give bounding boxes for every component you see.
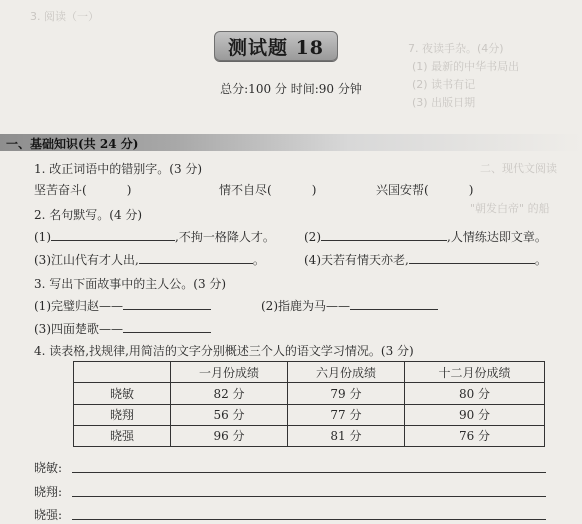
answer-line-2[interactable] bbox=[72, 496, 546, 497]
q1-item-2: 情不自尽( ) bbox=[219, 183, 317, 197]
q3-item-3-blank[interactable] bbox=[123, 321, 211, 333]
answer-label-3: 晓强: bbox=[34, 508, 63, 522]
section-heading-bar bbox=[0, 134, 582, 151]
bleed-through-text: (2) 读书有记 bbox=[412, 78, 476, 91]
bleed-through-text: 7. 夜读手杂。(4分) bbox=[408, 42, 504, 55]
q2-item-1-blank[interactable] bbox=[51, 229, 175, 241]
question-1-prompt: 1. 改正词语中的错别字。(3 分) bbox=[34, 162, 203, 176]
table-cell: 76 分 bbox=[404, 425, 544, 446]
q3-item-1: (1)完璧归赵—— bbox=[34, 297, 211, 314]
table-row bbox=[74, 383, 545, 404]
table-row bbox=[74, 425, 545, 446]
q3-item-1-blank[interactable] bbox=[123, 298, 211, 310]
q2-item-4: (4)天若有情天亦老, 。 bbox=[304, 253, 547, 267]
bleed-through-text: 二、现代文阅读 bbox=[480, 162, 557, 175]
table-cell: 77 分 bbox=[287, 404, 404, 425]
table-cell: 81 分 bbox=[287, 425, 404, 446]
q3-item-2-blank[interactable] bbox=[350, 298, 438, 310]
table-header-cell: 六月份成绩 bbox=[287, 362, 404, 383]
question-3-prompt: 3. 写出下面故事中的主人公。(3 分) bbox=[34, 277, 227, 291]
answer-label-2: 晓翔: bbox=[34, 485, 63, 499]
bleed-through-text: "朝发白帝" 的船 bbox=[470, 202, 550, 215]
table-cell: 79 分 bbox=[287, 383, 404, 404]
q2-item-2-blank[interactable] bbox=[321, 229, 447, 241]
answer-line-1[interactable] bbox=[72, 472, 546, 473]
q2-item-3-blank[interactable] bbox=[139, 252, 253, 264]
q1-item-3: 兴国安帮( ) bbox=[376, 183, 474, 197]
table-cell-name: 晓强 bbox=[74, 425, 171, 446]
bleed-through-text: (3) 出版日期 bbox=[412, 96, 476, 109]
q2-item-1: (1) ,不拘一格降人才。 bbox=[34, 230, 275, 244]
q3-item-3: (3)四面楚歌—— bbox=[34, 320, 211, 337]
exam-title-box bbox=[214, 31, 338, 61]
table-cell: 82 分 bbox=[171, 383, 288, 404]
q2-item-2: (2) ,人情练达即文章。 bbox=[304, 230, 547, 244]
table-header-row bbox=[74, 362, 545, 383]
table-header-cell: 一月份成绩 bbox=[171, 362, 288, 383]
scores-table bbox=[73, 361, 545, 447]
table-cell-name: 晓敏 bbox=[74, 383, 171, 404]
question-2-prompt: 2. 名句默写。(4 分) bbox=[34, 208, 143, 222]
table-cell: 90 分 bbox=[404, 404, 544, 425]
table-cell: 96 分 bbox=[171, 425, 288, 446]
table-cell: 80 分 bbox=[404, 383, 544, 404]
bleed-through-text: 3. 阅读（一） bbox=[30, 10, 99, 23]
q2-item-4-blank[interactable] bbox=[409, 252, 535, 264]
answer-label-1: 晓敏: bbox=[34, 461, 63, 475]
table-row bbox=[74, 404, 545, 425]
exam-title: 测试题 18 bbox=[227, 36, 325, 59]
q2-item-3: (3)江山代有才人出, 。 bbox=[34, 253, 265, 267]
section-heading: 一、基础知识(共 24 分) bbox=[6, 137, 139, 151]
question-4-prompt: 4. 读表格,找规律,用简洁的文字分别概述三个人的语文学习情况。(3 分) bbox=[34, 344, 414, 358]
exam-meta: 总分:100 分 时间:90 分钟 bbox=[220, 82, 362, 96]
table-header-cell bbox=[74, 362, 171, 383]
q1-item-1: 坚苦奋斗( ) bbox=[34, 183, 132, 197]
answer-line-3[interactable] bbox=[72, 519, 546, 520]
table-cell: 56 分 bbox=[171, 404, 288, 425]
q3-item-2: (2)指鹿为马—— bbox=[261, 297, 438, 314]
table-cell-name: 晓翔 bbox=[74, 404, 171, 425]
table-header-cell: 十二月份成绩 bbox=[404, 362, 544, 383]
bleed-through-text: (1) 最新的中华书局出 bbox=[412, 60, 520, 73]
